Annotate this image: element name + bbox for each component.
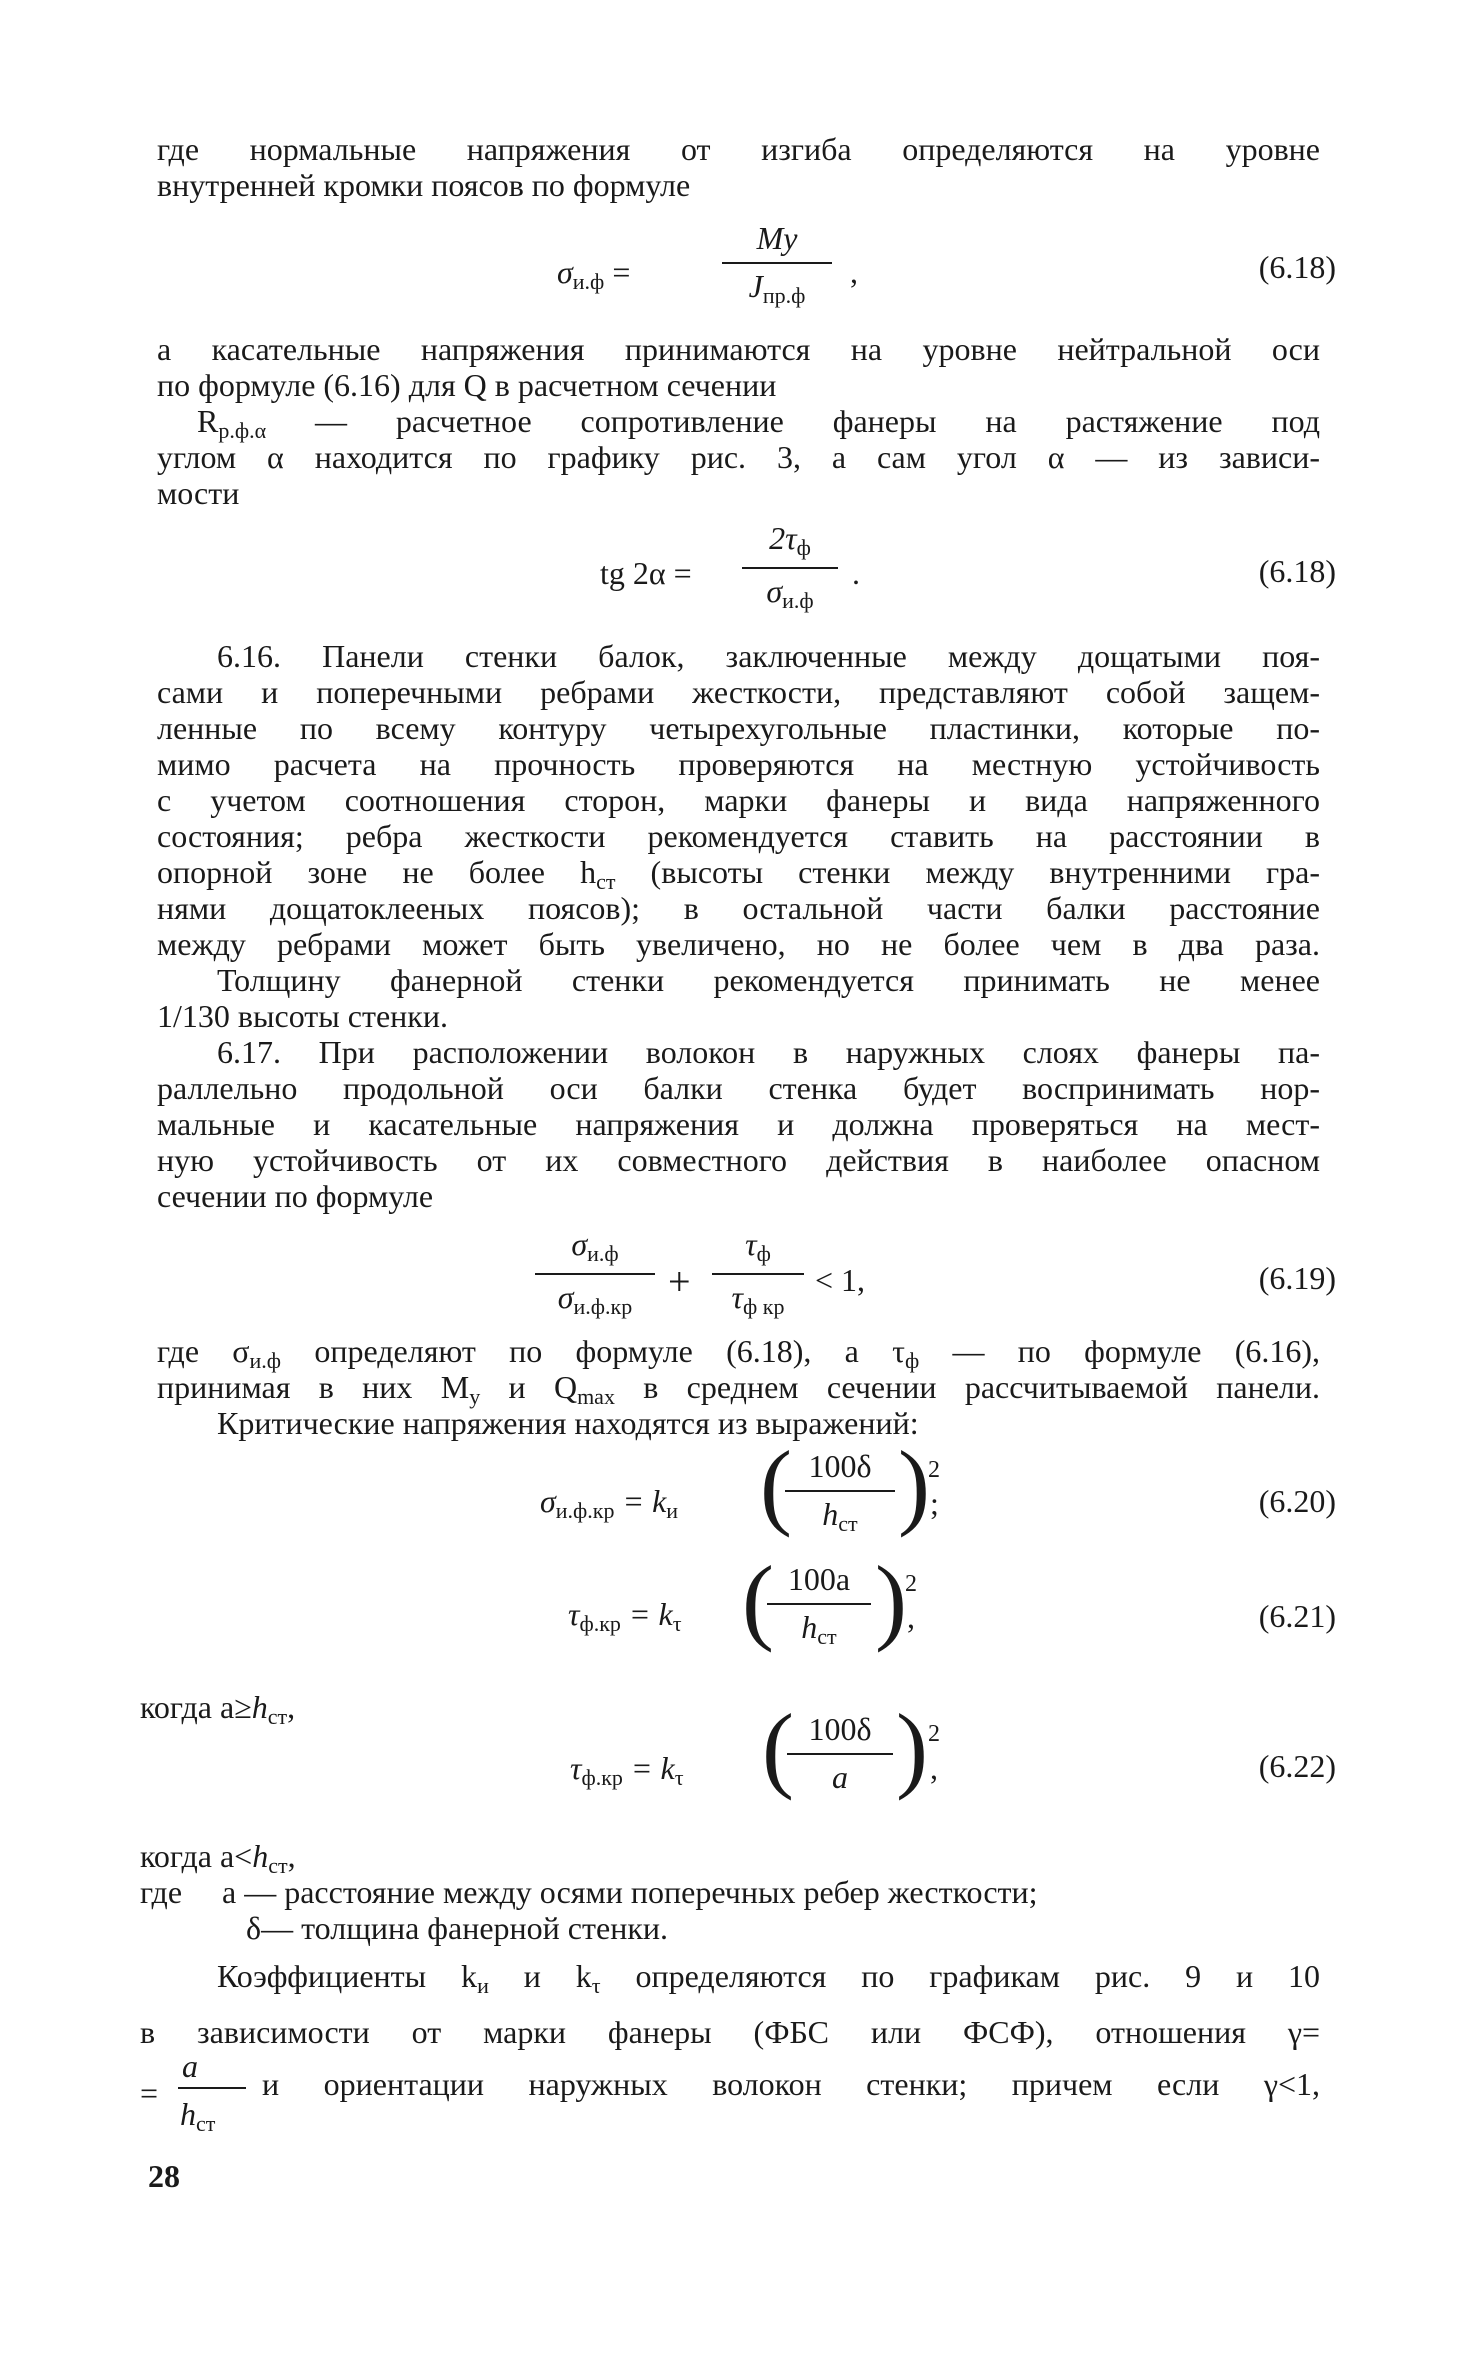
text-line: где $\sigma_{и.ф}$ определяют по формуле (6.18), а $\tau_ф$ — по формуле (6.16), [157, 1333, 1320, 1373]
page: где нормальные напряжения от изгиба определяются на уровне внутренней кромки поясов по формуле $\sigma_{и.ф}$ = My $J_{пр.ф}$ , (6.18) а касательные напряжения принимаются на уровне нейтральной оси по формуле (6.16) для Q в расчетном сечении $R_{р.ф.\alpha}$ — расчетное сопротивление фанеры на растяжение под углом α находится по графику рис. 3, а сам угол α — из зависи- мости tg 2α = $2\tau_ф$ $\sigma_{и.ф}$ . (6.18) 6.16. Панели стенки балок, заключенные между дощатыми поя- сами и поперечными ребрами жесткости, представляют собой защем- ленные по всему контуру четырехугольные пластинки, которые по- мимо расчета на прочность проверяются на местную устойчивость с учетом соотношения сторон, марки фанеры и вида напряженного состояния; ребра жесткости рекомендуется ставить на расстоянии в опорной зоне не более $h_{ст}$ (высоты стенки между внутренними гра- нями дощатоклееных поясов); в остальной части балки расстояние между ребрами может быть увеличено, но не более чем в два раза. Толщину фанерной стенки рекомендуется принимать не менее 1/130 высоты стенки. 6.17. При расположении волокон в наружных слоях фанеры па- раллельно продольной оси балки стенка будет воспринимать нор- мальные и касательные напряжения и должна проверяться на мест- ную устойчивость от их совместного действия в наиболее опасном сечении по формуле $\sigma_{и.ф}$ $\sigma_{и.ф.кр}$ + $\tau_ф$ $\tau_{ф кр}$ < 1, (6.19) где $\sigma_{и.ф}$ определяют по формуле (6.18), а $\tau_ф$ — по формуле (6.16), принимая в них $M_y$ и $Q_{max}$ в среднем сечении рассчитываемой панели. Критические напряжения находятся из выражений: $\sigma_{и.ф.кр} = k_и$ ( 100δ $h_{ст}$ ) 2 ; (6.20) $\tau_{ф.кр} = k_\tau$ ( 100a $h_{ст}$ ) 2 , (6.21) когда $a\ge h_{ст}$, $\tau_{ф.кр} = k_\tau$ ( 100δ a ) 2 , (6.22) когда $a<h_{ст}$, где a — расстояние между осями поперечных ребер жесткости; δ— толщина фанерной стенки. Коэффициенты $k_и$ и $k_\tau$ определяются по графикам рис. 9 и 10 в зависимости от марки фанеры (ФБС или ФСФ), отношения γ= a = $h_{ст}$ и ориентации наружных волокон стенки; причем если γ<1, 28 [0, 0, 1476, 2361]
definitions-label: где [140, 1874, 183, 1910]
fraction-denominator: $h_{ст}$ [180, 2096, 216, 2136]
equation-number: (6.18) [1258, 249, 1336, 285]
text-line: а касательные напряжения принимаются на уровне нейтральной оси [157, 331, 1320, 367]
text-line: = [140, 2075, 159, 2111]
text-line: сами и поперечными ребрами жесткости, представляют собой защем- [157, 674, 1320, 710]
text-line: углом α находится по графику рис. 3, а сам угол α — из зависи- [157, 439, 1320, 475]
text-line: между ребрами может быть увеличено, но не более чем в два раза. [157, 926, 1320, 962]
text-line: в зависимости от марки фанеры (ФБС или ФСФ), отношения γ= [140, 2014, 1320, 2050]
text-line: и ориентации наружных волокон стенки; причем если γ<1, [262, 2066, 1320, 2102]
text-line: нями дощатоклееных поясов); в остальной части балки расстояние [157, 890, 1320, 926]
text-line: сечении по формуле [157, 1178, 434, 1214]
text-line: по формуле (6.16) для Q в расчетном сечении [157, 367, 777, 403]
text-line: $R_{р.ф.\alpha}$ — расчетное сопротивление фанеры на растяжение под [197, 403, 1320, 443]
text-line: 6.17. При расположении волокон в наружных слоях фанеры па- [217, 1034, 1320, 1070]
text-line: Коэффициенты $k_и$ и $k_\tau$ определяются по графикам рис. 9 и 10 [217, 1958, 1321, 1998]
text-line: раллельно продольной оси балки стенка будет воспринимать нор- [157, 1070, 1320, 1106]
page-number: 28 [148, 2158, 180, 2194]
text-line: 6.16. Панели стенки балок, заключенные между дощатыми поя- [217, 638, 1320, 674]
text-line: принимая в них $M_y$ и $Q_{max}$ в среднем сечении рассчитываемой панели. [157, 1369, 1321, 1409]
text-line: мальные и касательные напряжения и должна проверяться на мест- [157, 1106, 1320, 1142]
text-line: внутренней кромки поясов по формуле [157, 167, 691, 203]
text-line: мимо расчета на прочность проверяются на местную устойчивость [157, 746, 1320, 782]
text-line: состояния; ребра жесткости рекомендуется ставить на расстоянии в [157, 818, 1320, 854]
condition-text: когда $a<h_{ст}$, [140, 1838, 296, 1878]
definition-delta: δ— толщина фанерной стенки. [246, 1910, 668, 1946]
equation-number: (6.22) [1258, 1748, 1336, 1784]
text-line: Толщину фанерной стенки рекомендуется принимать не менее [217, 962, 1320, 998]
text-line: с учетом соотношения сторон, марки фанеры и вида напряженного [157, 782, 1320, 818]
text-line: мости [157, 475, 240, 511]
text-line: 1/130 высоты стенки. [157, 998, 448, 1034]
equation-number: (6.20) [1258, 1483, 1336, 1519]
equation-number: (6.21) [1258, 1598, 1336, 1634]
text-line: ную устойчивость от их совместного действия в наиболее опасном [157, 1142, 1320, 1178]
text-line: Критические напряжения находятся из выражений: [217, 1405, 919, 1441]
condition-text: когда $a\ge h_{ст}$, [140, 1689, 296, 1729]
equation-number: (6.19) [1258, 1260, 1336, 1296]
fraction-bar [178, 2087, 246, 2089]
text-line: где нормальные напряжения от изгиба определяются на уровне [157, 131, 1320, 167]
text-line: ленные по всему контуру четырехугольные пластинки, которые по- [157, 710, 1320, 746]
definition-a: a — расстояние между осями поперечных ребер жесткости; [222, 1874, 1038, 1910]
equation-number: (6.18) [1258, 553, 1336, 589]
text-line: опорной зоне не более $h_{ст}$ (высоты стенки между внутренними гра- [157, 854, 1321, 894]
fraction-numerator: a [182, 2048, 198, 2084]
